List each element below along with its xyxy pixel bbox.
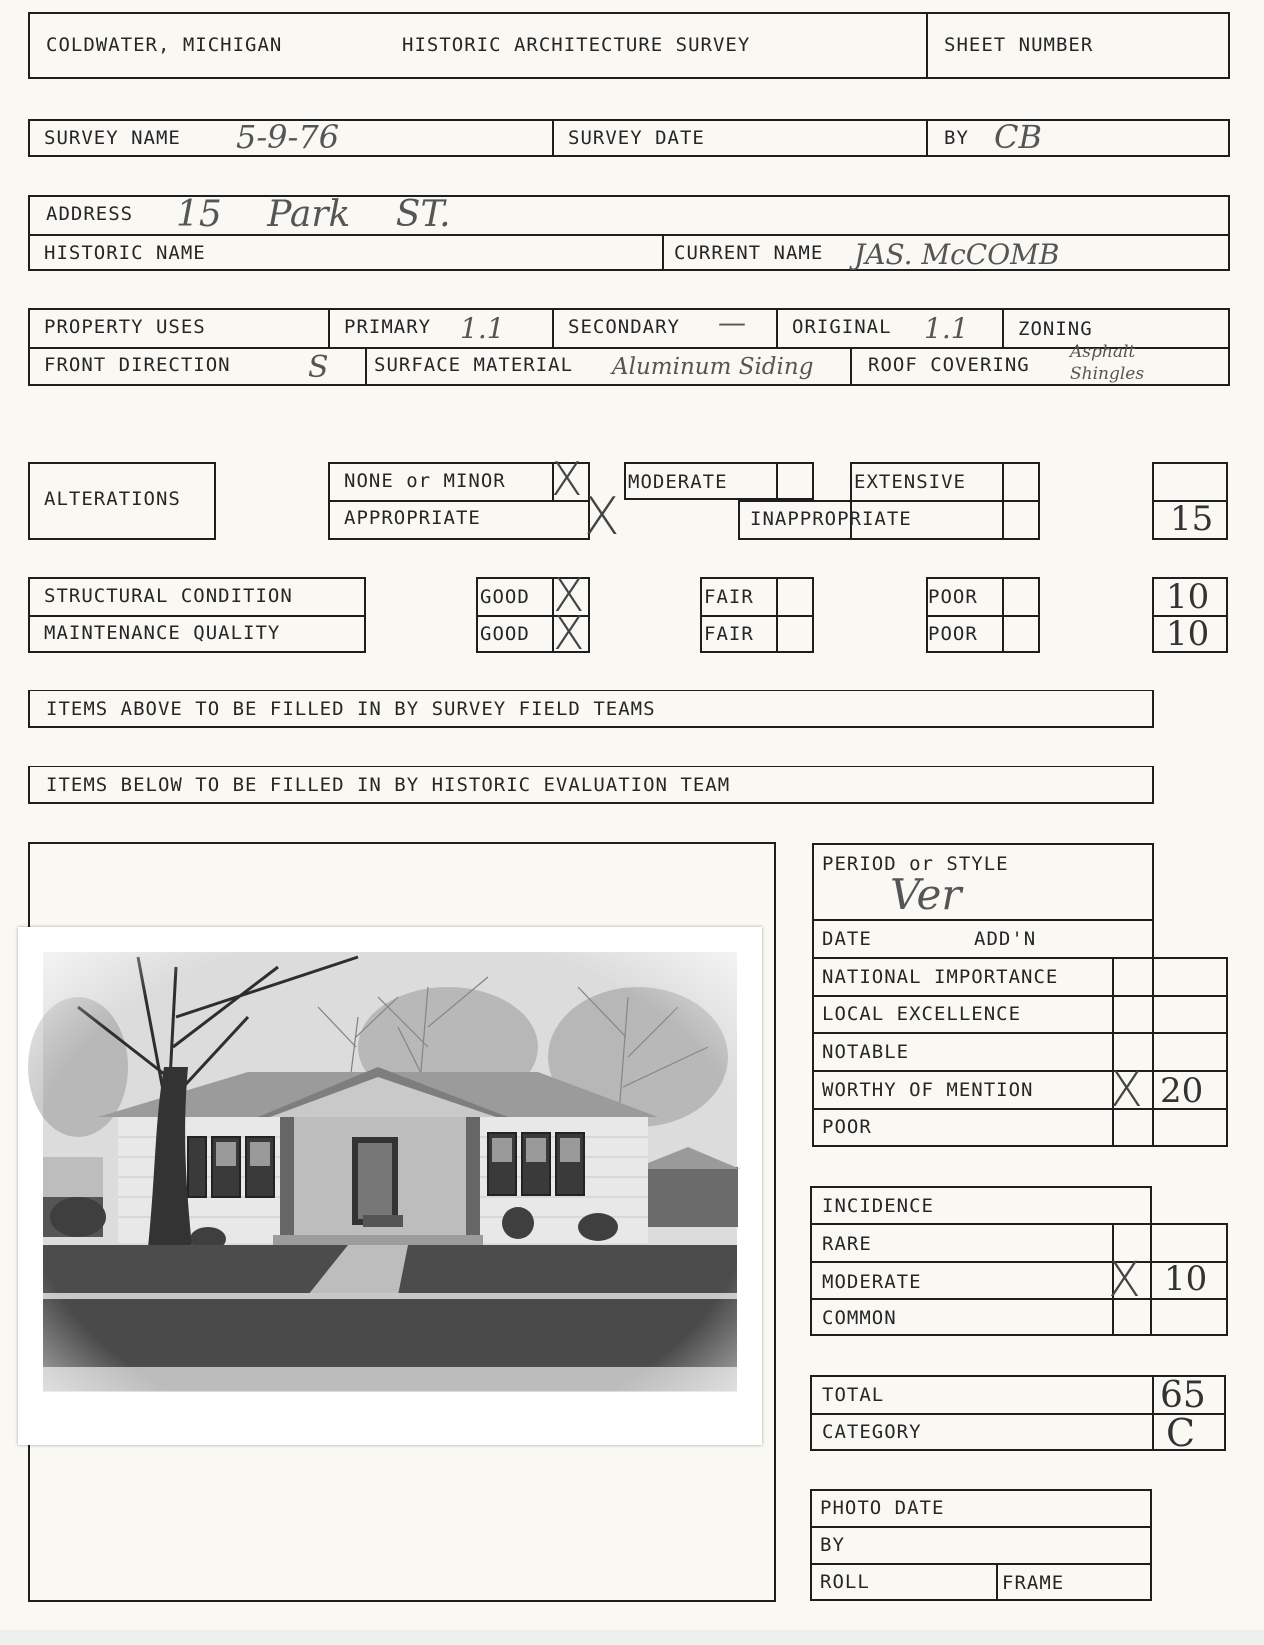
total-label: TOTAL: [822, 1384, 885, 1406]
national-importance-label: NATIONAL IMPORTANCE: [822, 966, 1059, 988]
by-value: CB: [994, 118, 1042, 156]
maintenance-fair-label: FAIR: [704, 623, 754, 645]
structural-label: STRUCTURAL CONDITION: [44, 585, 293, 607]
secondary-value: —: [718, 306, 746, 339]
secondary-label: SECONDARY: [568, 316, 680, 338]
front-direction-label: FRONT DIRECTION: [44, 354, 231, 376]
photo-by-label: BY: [820, 1534, 845, 1556]
moderate-label: MODERATE: [628, 471, 728, 493]
appropriate-mark: X: [584, 487, 620, 547]
survey-name-value: 5-9-76: [236, 118, 340, 156]
city-label: COLDWATER, MICHIGAN: [46, 34, 283, 56]
worthy-mark: X: [1110, 1062, 1143, 1118]
alterations-label: ALTERATIONS: [44, 488, 181, 510]
sheet-number-label: SHEET NUMBER: [944, 34, 1094, 56]
maintenance-label: MAINTENANCE QUALITY: [44, 622, 281, 644]
front-direction-value: S: [308, 350, 329, 385]
period-style-value: Ver: [890, 870, 962, 919]
extensive-label: EXTENSIVE: [854, 471, 966, 493]
local-excellence-label: LOCAL EXCELLENCE: [822, 1003, 1022, 1025]
none-minor-mark: X: [551, 452, 583, 506]
primary-value: 1.1: [460, 312, 505, 345]
note-below: ITEMS BELOW TO BE FILLED IN BY HISTORIC EVALUATION TEAM: [46, 774, 731, 796]
roof-covering-value-2: Shingles: [1070, 364, 1145, 384]
structural-score: 10: [1166, 577, 1210, 617]
house-photograph: [18, 927, 762, 1445]
alterations-score: 15: [1170, 499, 1214, 539]
address-label: ADDRESS: [46, 203, 134, 225]
structural-poor-label: POOR: [928, 586, 978, 608]
incidence-label: INCIDENCE: [822, 1195, 934, 1217]
structural-good-mark: X: [553, 568, 585, 622]
common-label: COMMON: [822, 1307, 897, 1329]
eval-poor-label: POOR: [822, 1116, 872, 1138]
by-label: BY: [944, 127, 969, 149]
maintenance-good-mark: X: [553, 606, 585, 660]
original-label: ORIGINAL: [792, 316, 892, 338]
category-label: CATEGORY: [822, 1421, 922, 1443]
historic-name-label: HISTORIC NAME: [44, 242, 206, 264]
address-value: 15 Park ST.: [176, 194, 451, 235]
current-name-label: CURRENT NAME: [674, 242, 824, 264]
note-above: ITEMS ABOVE TO BE FILLED IN BY SURVEY FIELD TEAMS: [46, 698, 656, 720]
rare-label: RARE: [822, 1233, 872, 1255]
primary-label: PRIMARY: [344, 316, 432, 338]
current-name-value: JAS. McCOMB: [854, 238, 1060, 271]
worthy-score: 20: [1160, 1071, 1204, 1111]
roof-covering-value-1: Asphalt: [1070, 342, 1136, 362]
total-value: 65: [1160, 1375, 1206, 1416]
roll-label: ROLL: [820, 1571, 870, 1593]
maintenance-poor-label: POOR: [928, 623, 978, 645]
eval-addn-label: ADD'N: [974, 928, 1037, 950]
surface-material-value: Aluminum Siding: [612, 354, 814, 380]
category-value: C: [1166, 1411, 1196, 1455]
maintenance-score: 10: [1166, 614, 1210, 654]
inappropriate-label: INAPPROPRIATE: [750, 508, 912, 530]
photo-date-label: PHOTO DATE: [820, 1497, 945, 1519]
frame-label: FRAME: [1002, 1572, 1065, 1594]
eval-date-label: DATE: [822, 928, 872, 950]
structural-fair-label: FAIR: [704, 586, 754, 608]
house-photo-image: [18, 927, 762, 1445]
survey-date-label: SURVEY DATE: [568, 127, 705, 149]
incidence-moderate-score: 10: [1164, 1259, 1208, 1299]
incidence-moderate-mark: X: [1108, 1252, 1141, 1308]
structural-good-label: GOOD: [480, 586, 530, 608]
property-uses-label: PROPERTY USES: [44, 316, 206, 338]
zoning-label: ZONING: [1018, 318, 1093, 340]
survey-name-label: SURVEY NAME: [44, 127, 181, 149]
appropriate-label: APPROPRIATE: [344, 507, 481, 529]
incidence-moderate-label: MODERATE: [822, 1271, 922, 1293]
maintenance-good-label: GOOD: [480, 623, 530, 645]
survey-title: HISTORIC ARCHITECTURE SURVEY: [402, 34, 751, 56]
period-style-label: PERIOD or STYLE: [822, 853, 1009, 875]
original-value: 1.1: [924, 312, 969, 345]
roof-covering-label: ROOF COVERING: [868, 354, 1030, 376]
notable-label: NOTABLE: [822, 1041, 910, 1063]
worthy-label: WORTHY OF MENTION: [822, 1079, 1034, 1101]
none-minor-label: NONE or MINOR: [344, 470, 506, 492]
surface-material-label: SURFACE MATERIAL: [374, 354, 574, 376]
